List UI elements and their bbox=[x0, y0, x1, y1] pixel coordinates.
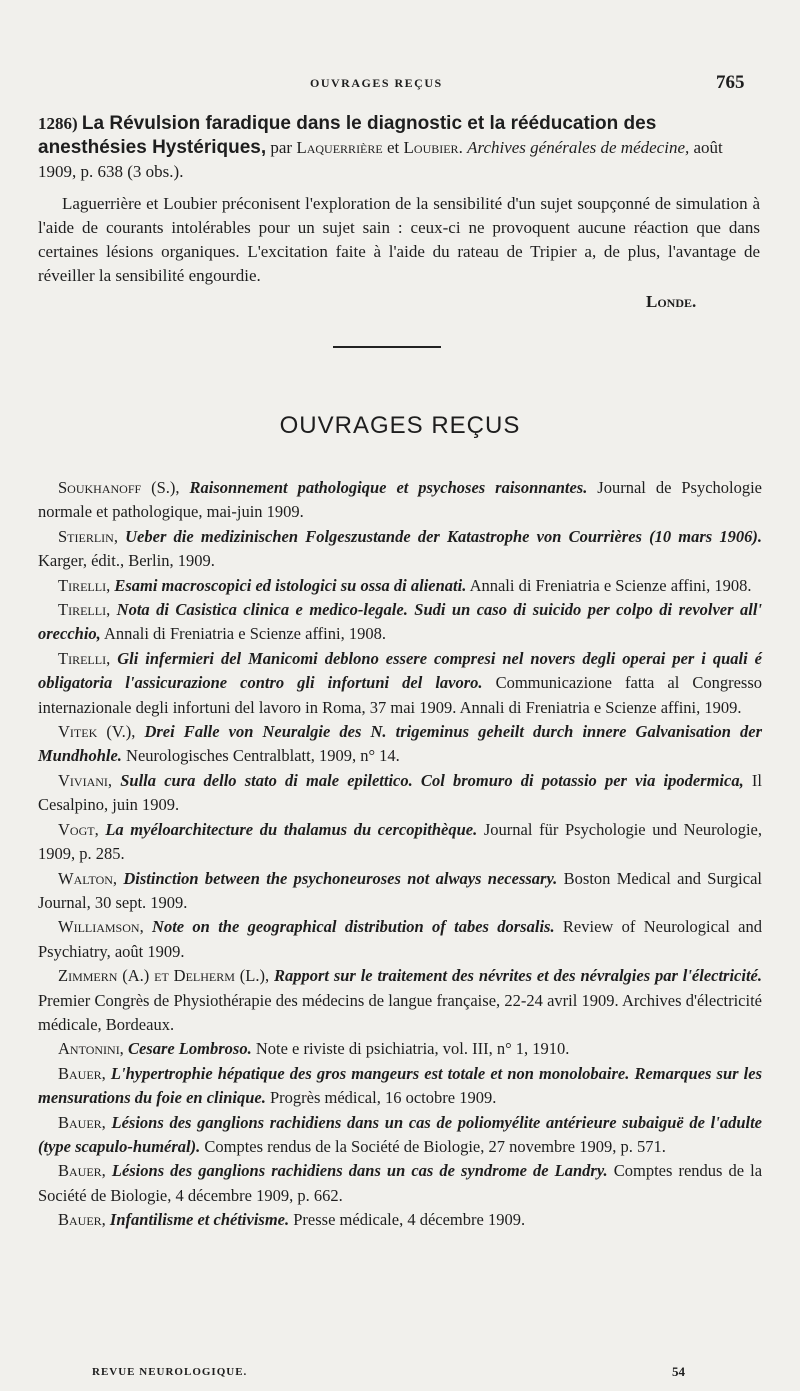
bibliography-entry bbox=[38, 915, 762, 964]
entry-author: Williamson, bbox=[58, 917, 144, 937]
abstract-author-1: Laquerrière bbox=[296, 138, 383, 157]
entry-author: Viviani, bbox=[58, 770, 113, 790]
entry-reference: Annali di Freniatria e Scienze affini, 1908. bbox=[104, 624, 386, 644]
entry-author: Bauer, bbox=[58, 1112, 106, 1132]
page-number: 765 bbox=[716, 72, 745, 93]
bibliography-entry bbox=[38, 647, 762, 720]
bibliography-entry bbox=[38, 525, 762, 574]
bibliography-entry bbox=[38, 1037, 762, 1061]
bibliography-entry bbox=[38, 867, 762, 916]
entry-author: Walton, bbox=[58, 868, 118, 888]
entry-author: Tirelli, bbox=[58, 600, 111, 620]
abstract-reference: août 1909, p. 638 (3 obs.). bbox=[38, 138, 723, 181]
abstract-journal: Archives générales de médecine, bbox=[467, 138, 690, 157]
entry-author: Vogt, bbox=[58, 819, 99, 839]
bibliography-entry bbox=[38, 1111, 762, 1160]
abstract-signature: Londe. bbox=[646, 292, 697, 311]
footer-sheet-number: 54 bbox=[672, 1364, 685, 1379]
entry-author: Tirelli, bbox=[58, 648, 111, 668]
entry-author: Zimmern (A.) et Delherm (L.), bbox=[58, 966, 270, 986]
entry-work-title: Gli infermieri del Manicomi deblono essere compresi nel novers degli operai per i quali é obligatoria l'assicurazione contro gli infortuni del lavoro. bbox=[38, 648, 763, 693]
abstract-by: par bbox=[270, 138, 293, 157]
abstract-number: 1286) bbox=[38, 114, 78, 133]
entry-reference: Presse médicale, 4 décembre 1909. bbox=[293, 1210, 526, 1230]
entry-reference: Boston Medical and Surgical Journal, 30 sept. 1909. bbox=[38, 868, 762, 912]
entry-work-title: L'hypertrophie hépatique des gros mangeurs est totale et non monolobaire. Remarques sur les mensurations du foie en clinique. bbox=[38, 1063, 762, 1108]
entry-work-title: Rapport sur le traitement des névrites et des névralgies par l'électricité. bbox=[273, 966, 762, 986]
entry-author: Stierlin, bbox=[58, 526, 118, 546]
entry-reference: Comptes rendus de la Société de Biologie, 4 décembre 1909, p. 662. bbox=[38, 1161, 763, 1205]
bibliography-entry bbox=[38, 964, 762, 1037]
page-footer bbox=[0, 1366, 800, 1384]
bibliography-entry bbox=[38, 818, 762, 867]
abstract-header bbox=[38, 112, 764, 184]
section-title: OUVRAGES REÇUS bbox=[279, 412, 521, 439]
entry-author: Bauer, bbox=[58, 1210, 106, 1230]
entry-work-title: Infantilisme et chétivisme. bbox=[109, 1210, 290, 1230]
bibliography-entry bbox=[38, 598, 762, 647]
running-title: OUVRAGES REÇUS bbox=[310, 76, 443, 90]
bibliography-list bbox=[38, 476, 762, 1233]
entry-work-title: Lésions des ganglions rachidiens dans un cas de poliomyélite antérieure subaiguë de l'adulte (type scapulo-huméral). bbox=[38, 1112, 763, 1156]
section-divider bbox=[333, 346, 441, 348]
entry-reference: Review of Neurological and Psychiatry, août 1909. bbox=[38, 917, 762, 961]
abstract-title: La Révulsion faradique dans le diagnostic et la rééducation des anesthésies Hystériques, bbox=[38, 113, 657, 158]
bibliography-entry bbox=[38, 769, 762, 818]
entry-work-title: Raisonnement pathologique et psychoses raisonnantes. bbox=[189, 478, 588, 497]
abstract-and: et bbox=[386, 138, 400, 157]
entry-reference: Journal für Psychologie und Neurologie, 1909, p. 285. bbox=[38, 819, 763, 864]
entry-reference: Comptes rendus de la Société de Biologie, 27 novembre 1909, p. 571. bbox=[204, 1136, 666, 1156]
entry-reference: Premier Congrès de Physiothérapie des médecins de langue française, 22-24 avril 1909. Archives d'électricité médicale, Bordeaux. bbox=[38, 990, 762, 1034]
entry-reference: Journal de Psychologie normale et pathologique, mai-juin 1909. bbox=[38, 478, 763, 522]
footer-journal: REVUE NEUROLOGIQUE. bbox=[92, 1366, 248, 1378]
bibliography-entry bbox=[38, 720, 762, 769]
entry-work-title: Nota di Casistica clinica e medico-legale. Sudi un caso di suicido per colpo di revolver all' orecchio, bbox=[38, 600, 763, 644]
entry-author: Vitek (V.), bbox=[58, 722, 136, 742]
entry-work-title: Drei Falle von Neuralgie des N. trigeminus geheilt durch innere Galvanisation der Mundhohle. bbox=[38, 722, 762, 766]
running-header bbox=[0, 72, 800, 96]
entry-reference: Karger, édit., Berlin, 1909. bbox=[38, 551, 215, 571]
entry-author: Tirelli, bbox=[58, 575, 111, 595]
entry-reference: Annali di Freniatria e Scienze affini, 1908. bbox=[469, 575, 752, 595]
entry-work-title: Distinction between the psychoneuroses not always necessary. bbox=[123, 868, 558, 888]
entry-work-title: Lésions des ganglions rachidiens dans un cas de syndrome de Landry. bbox=[111, 1161, 608, 1181]
entry-work-title: Sulla cura dello stato di male epilettico. Col bromuro di potassio per via ipodermica, bbox=[120, 770, 744, 790]
bibliography-entry bbox=[38, 1159, 762, 1208]
entry-author: Soukhanoff (S.), bbox=[58, 478, 180, 497]
entry-work-title: Esami macroscopici ed istologici su ossa di alienati. bbox=[114, 575, 467, 595]
entry-reference: Progrès médical, 16 octobre 1909. bbox=[269, 1088, 497, 1108]
entry-reference: Note e riviste di psichiatria, vol. III, n° 1, 1910. bbox=[255, 1039, 570, 1059]
entry-author: Bauer, bbox=[58, 1063, 106, 1083]
abstract-author-2: Loubier. bbox=[403, 138, 463, 157]
abstract-body: Laguerrière et Loubier préconisent l'exploration de la sensibilité d'un sujet soupçonné de simulation à l'aide de courants intolérables pour un sujet sain : ceux-ci ne provoquent aucune réaction que dans certaines lésions organiques. L'excitation faite à l'aide du rateau de Tripier a, de plus, l'avantage de réveiller la sensibilité engourdie. bbox=[38, 194, 760, 285]
bibliography-entry bbox=[38, 1062, 762, 1111]
entry-work-title: Note on the geographical distribution of tabes dorsalis. bbox=[152, 917, 555, 937]
entry-reference: Il Cesalpino, juin 1909. bbox=[38, 770, 763, 815]
bibliography-entry bbox=[38, 476, 762, 525]
entry-work-title: Ueber die medizinischen Folgeszustande der Katastrophe von Courrières (10 mars 1906). bbox=[125, 526, 762, 546]
entry-work-title: La myéloarchitecture du thalamus du cercopithèque. bbox=[105, 819, 478, 839]
entry-work-title: Cesare Lombroso. bbox=[127, 1039, 252, 1059]
bibliography-entry bbox=[38, 1208, 762, 1232]
entry-reference: Communicazione fatta al Congresso internazionale degli infortuni del lavoro in Roma, 37 mai 1909. Annali di Freniatria e Scienze affini, 1909. bbox=[38, 673, 762, 717]
entry-author: Bauer, bbox=[58, 1161, 106, 1181]
entry-author: Antonini, bbox=[58, 1039, 124, 1059]
bibliography-entry bbox=[38, 574, 762, 598]
entry-reference: Neurologisches Centralblatt, 1909, n° 14. bbox=[126, 746, 400, 766]
